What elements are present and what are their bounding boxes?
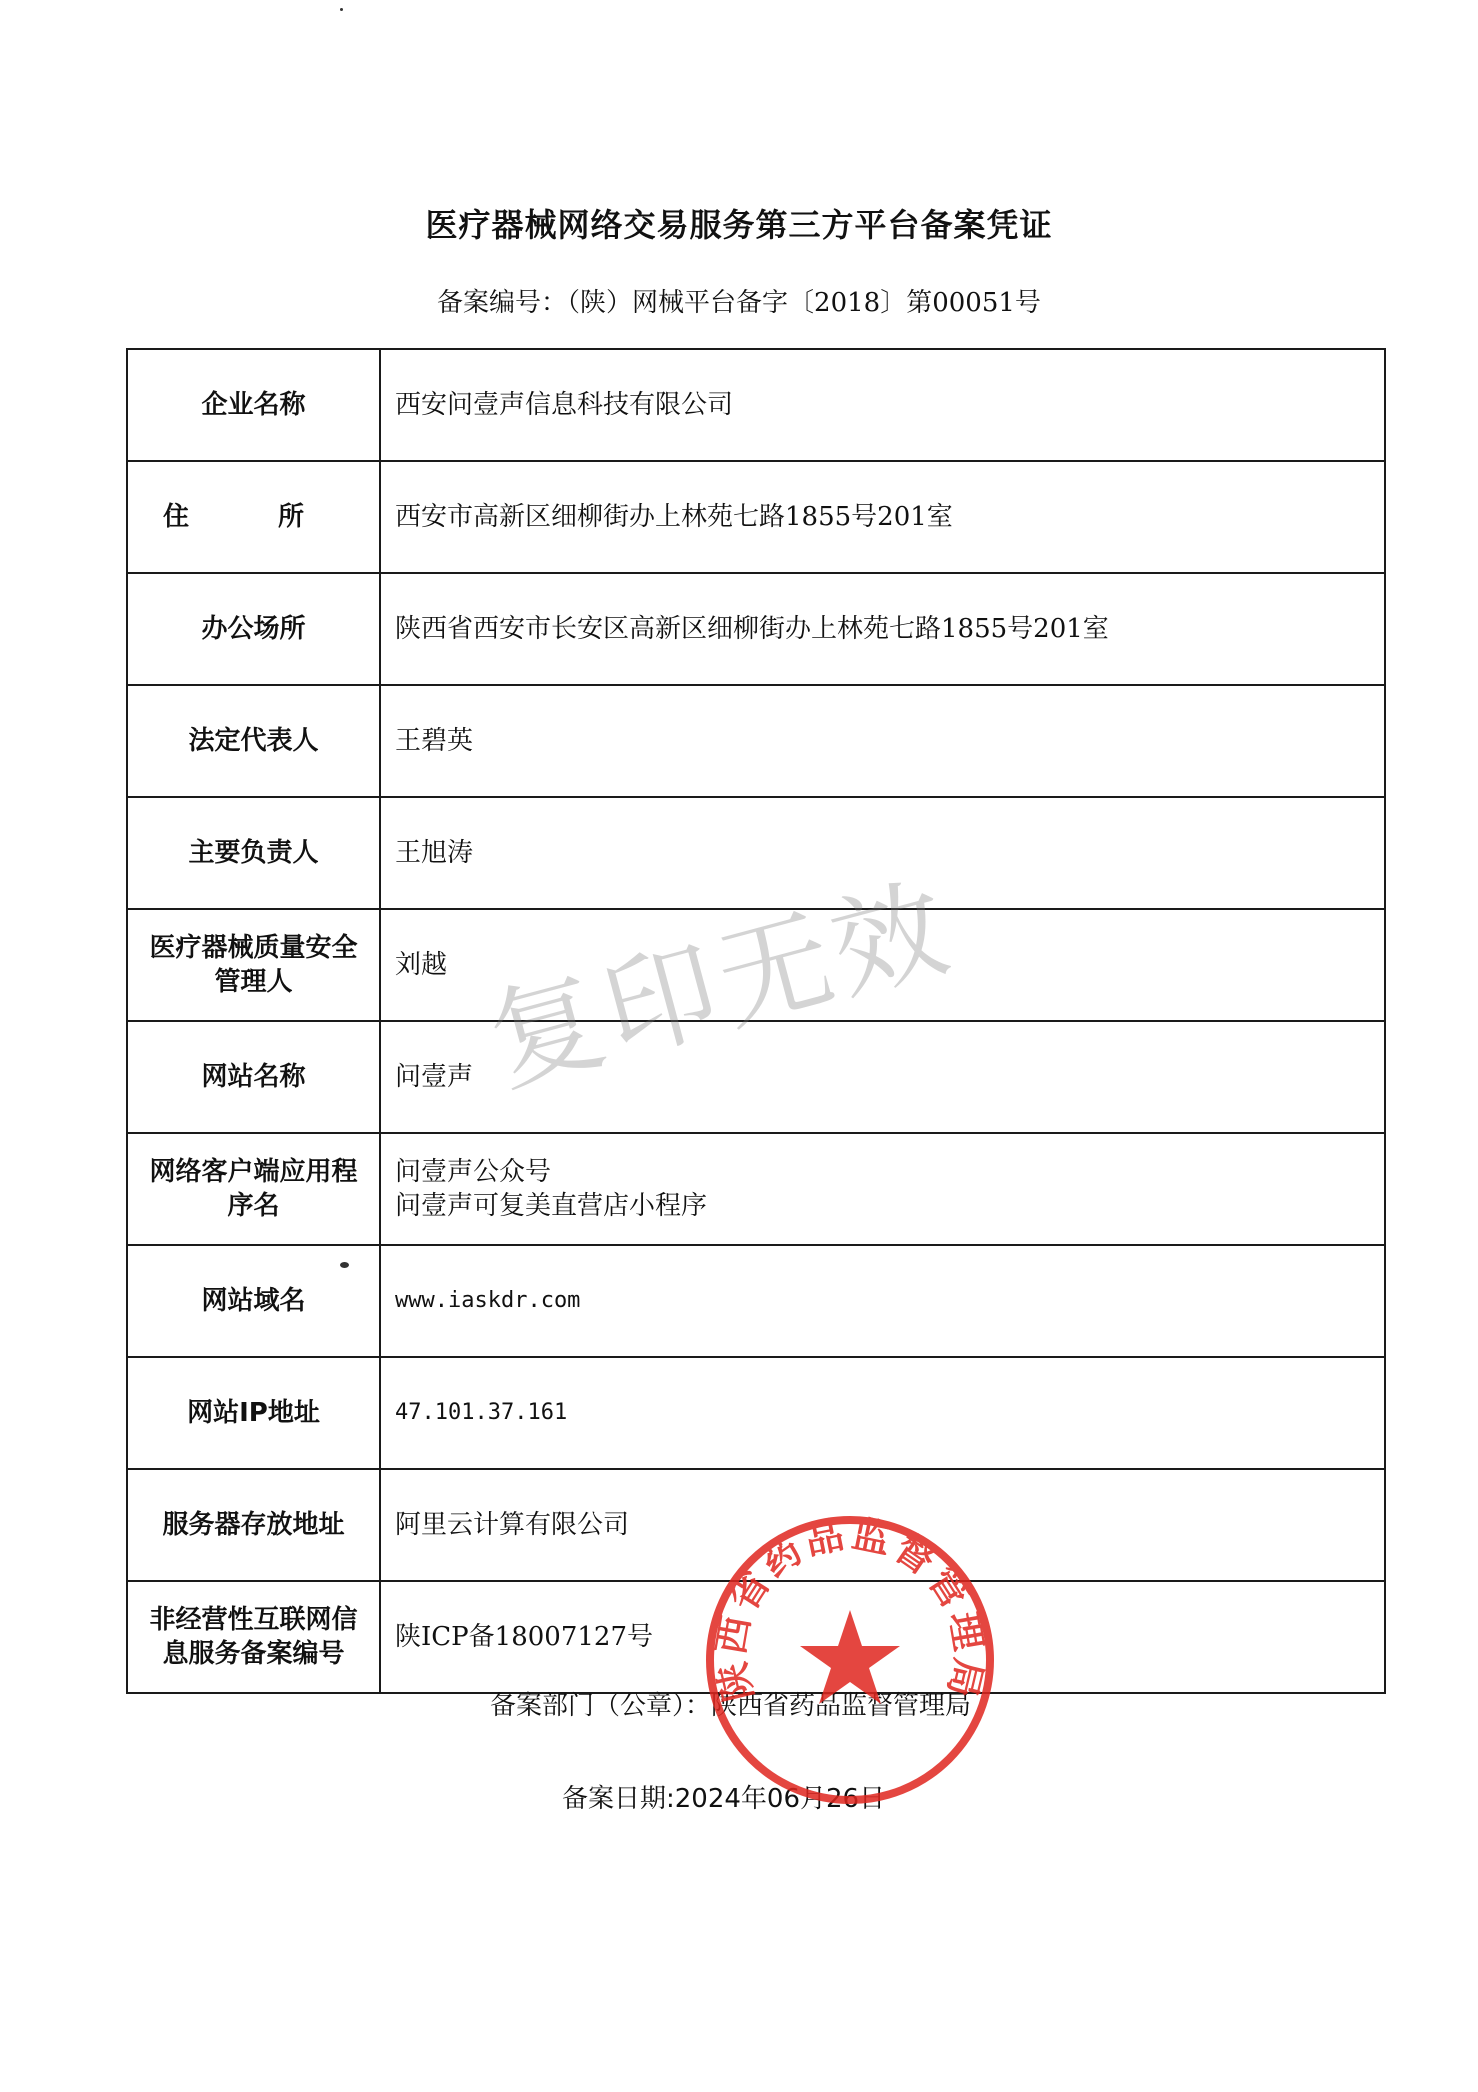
row-label-quality-manager: 医疗器械质量安全管理人: [127, 909, 380, 1021]
table-row: [127, 573, 1385, 685]
row-value-legal-rep: 王碧英: [380, 685, 1385, 797]
filing-department: 备案部门（公章）：陕西省药品监督管理局: [490, 1691, 972, 1721]
row-value-client-app: [380, 1133, 1385, 1245]
scan-artifact: [340, 8, 343, 11]
table-row: [127, 1357, 1385, 1469]
row-value-site-name: 问壹声: [380, 1021, 1385, 1133]
row-value-company-name: 西安问壹声信息科技有限公司: [380, 349, 1385, 461]
row-label-company-name: 企业名称: [127, 349, 380, 461]
official-seal: [700, 1510, 1000, 1810]
row-label-client-app: 网络客户端应用程序名: [127, 1133, 380, 1245]
table-row: [127, 685, 1385, 797]
row-value-quality-manager: 刘越: [380, 909, 1385, 1021]
table-row: [127, 349, 1385, 461]
filing-date: 备案日期:2024年06月26日: [562, 1784, 886, 1814]
row-value-ip: 47.101.37.161: [380, 1357, 1385, 1469]
row-value-server-location: 阿里云计算有限公司: [380, 1469, 1385, 1581]
star-icon: [800, 1610, 900, 1704]
row-value-icp: 陕ICP备18007127号: [380, 1581, 1385, 1693]
row-value-principal: 王旭涛: [380, 797, 1385, 909]
table-row: [127, 1133, 1385, 1245]
row-label-server-location: 服务器存放地址: [127, 1469, 380, 1581]
client-app-line-2: 问壹声可复美直营店小程序: [395, 1191, 708, 1221]
row-value-domain: www.iaskdr.com: [380, 1245, 1385, 1357]
row-label-principal: 主要负责人: [127, 797, 380, 909]
row-label-domain: 网站域名: [127, 1245, 380, 1357]
client-app-line-1: 问壹声公众号: [395, 1157, 552, 1187]
record-number: 备案编号：（陕）网械平台备字〔2018〕第00051号: [437, 288, 1041, 318]
scan-artifact: [340, 1262, 349, 1268]
row-label-legal-rep: 法定代表人: [127, 685, 380, 797]
row-label-ip: 网站IP地址: [127, 1357, 380, 1469]
row-label-icp: 非经营性互联网信息服务备案编号: [127, 1581, 380, 1693]
watermark-text: 复印无效: [476, 861, 967, 1110]
svg-text:陕西省药品监督管理局: 陕西省药品监督管理局: [708, 1511, 992, 1706]
row-label-address: 住 所: [127, 461, 380, 573]
row-label-site-name: 网站名称: [127, 1021, 380, 1133]
row-value-office: 陕西省西安市长安区高新区细柳街办上林苑七路1855号201室: [380, 573, 1385, 685]
table-row: [127, 461, 1385, 573]
row-value-address: 西安市高新区细柳街办上林苑七路1855号201室: [380, 461, 1385, 573]
document-title: 医疗器械网络交易服务第三方平台备案凭证: [425, 206, 1053, 244]
row-label-office: 办公场所: [127, 573, 380, 685]
table-row: [127, 1245, 1385, 1357]
